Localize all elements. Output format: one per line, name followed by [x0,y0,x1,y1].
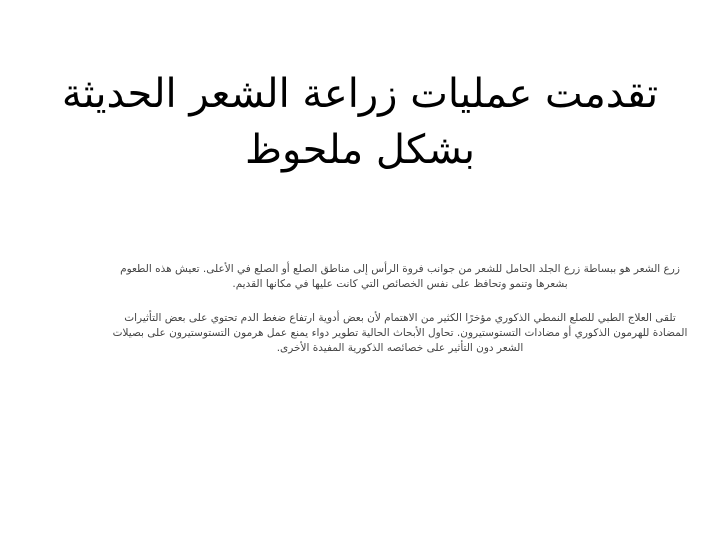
body-paragraph: زرع الشعر هو ببساطة زرع الجلد الحامل للشعر من جوانب فروة الرأس إلى مناطق الصلع أو الصلع في الأعلى. تعيش هذه الطعوم بشعرها وتنمو وتحافظ على نفس الخصائص التي كانت عليها في مكانها القديم. [120,263,680,290]
slide-title: تقدمت عمليات زراعة الشعر الحديثة بشكل ملحوظ [61,71,659,173]
body-paragraph: تلقى العلاج الطبي للصلع النمطي الذكوري مؤخرًا الكثير من الاهتمام لأن بعض أدوية ارتفاع ضغط الدم تحتوي على بعض التأثيرات المضادة للهرمون الذكوري أو مضادات التستوستيرون. تحاول الأبحاث الحالية تطوير دواء يمنع عمل هرمون التستوستيرون على بصيلات الشعر دون التأثير على خصائصه الذكورية المفيدة الأخرى. [112,312,688,354]
slide-body [110,262,690,375]
